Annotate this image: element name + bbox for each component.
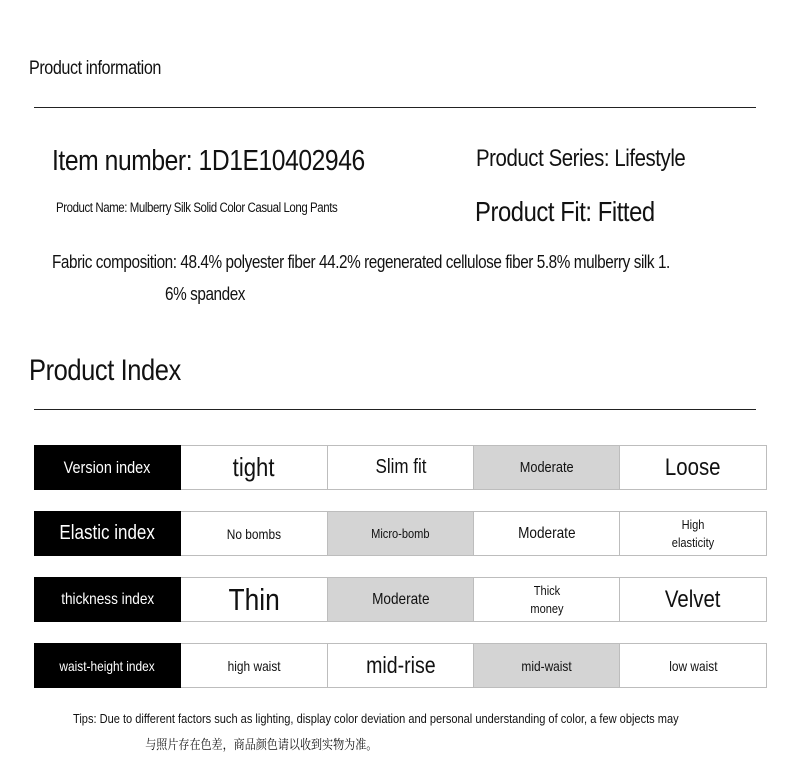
row-label: waist-height index [34, 643, 181, 688]
fabric-line-2: 6% spandex [165, 284, 246, 304]
fabric-composition [52, 246, 749, 310]
fabric-line-1: Fabric composition: 48.4% polyester fiber 44.2% regenerated cellulose fiber 5.8% mulberry silk 1. [52, 252, 670, 272]
index-option: Thick money [474, 577, 620, 622]
divider [34, 409, 756, 410]
tips-line-2: 与照片存在色差，商品颜色请以收到实物为准。 [145, 737, 378, 752]
product-information-title: Product information [29, 58, 161, 79]
index-option: Thin [181, 577, 328, 622]
index-row-thickness [34, 577, 767, 622]
row-label: Elastic index [34, 511, 181, 556]
index-option: Velvet [620, 577, 767, 622]
index-option: low waist [620, 643, 767, 688]
index-option: mid-rise [328, 643, 474, 688]
index-option-selected: Moderate [474, 445, 620, 490]
product-series: Product Series: Lifestyle [476, 145, 686, 172]
index-option-selected: Moderate [328, 577, 474, 622]
divider [34, 107, 756, 108]
index-row-waist-height [34, 643, 767, 688]
row-label: thickness index [34, 577, 181, 622]
row-label: Version index [34, 445, 181, 490]
index-row-elastic [34, 511, 767, 556]
index-option-selected: Micro-bomb [328, 511, 474, 556]
index-option: Slim fit [328, 445, 474, 490]
index-option: No bombs [181, 511, 328, 556]
tips-note [73, 706, 719, 758]
product-fit: Product Fit: Fitted [475, 196, 655, 227]
index-row-version [34, 445, 767, 490]
tips-line-1: Tips: Due to different factors such as lighting, display color deviation and personal understanding of color, a few objects may [73, 711, 679, 726]
index-option: tight [181, 445, 328, 490]
product-index-title: Product Index [29, 354, 181, 387]
index-option-selected: mid-waist [474, 643, 620, 688]
item-number: Item number: 1D1E10402946 [52, 145, 365, 177]
index-option: Loose [620, 445, 767, 490]
product-name: Product Name: Mulberry Silk Solid Color Casual Long Pants [56, 200, 338, 215]
index-option: Moderate [474, 511, 620, 556]
index-option: High elasticity [620, 511, 767, 556]
index-option: high waist [181, 643, 328, 688]
